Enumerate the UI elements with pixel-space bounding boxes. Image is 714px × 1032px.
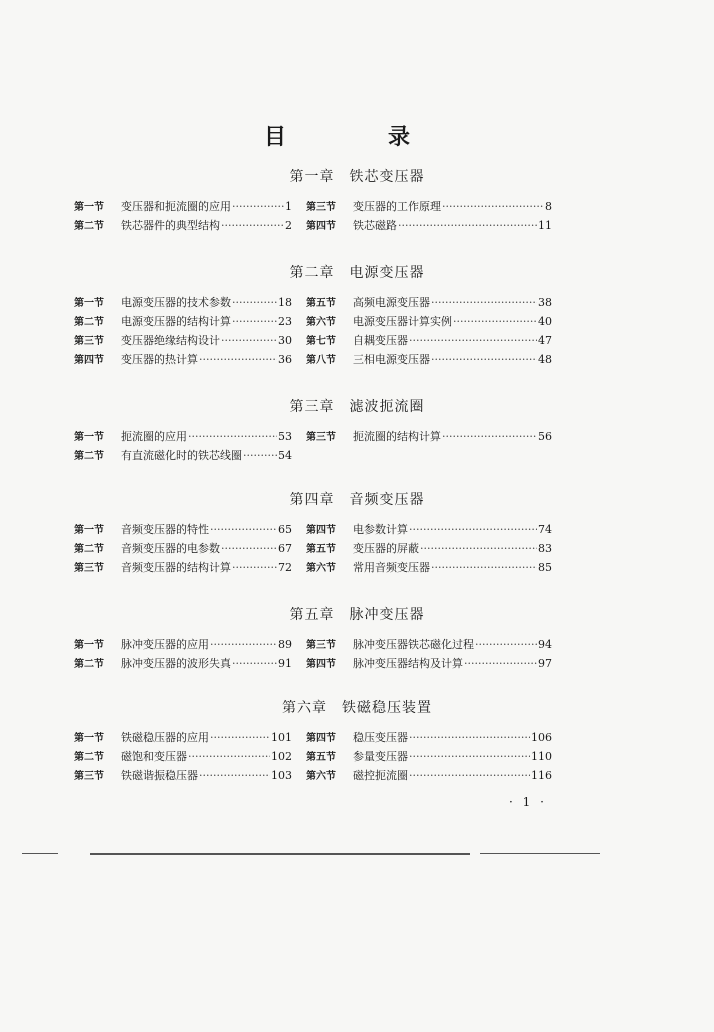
chapter-heading (0, 604, 714, 624)
section-title: 扼流圈的应用 (121, 430, 187, 443)
toc-entry[interactable] (306, 747, 552, 767)
page-ref: 74 (538, 523, 552, 536)
page-ref: 53 (278, 430, 292, 443)
dot-leader (210, 635, 277, 654)
toc-row (74, 293, 552, 312)
dot-leader (221, 539, 277, 558)
page-ref: 97 (538, 657, 552, 670)
toc-entry[interactable] (74, 216, 292, 236)
page-title: 目 录 (263, 125, 450, 150)
bottom-rule-fragment (22, 853, 58, 854)
toc-row (74, 766, 552, 785)
page-ref: 65 (278, 523, 292, 536)
section-title: 电参数计算 (353, 523, 408, 536)
chapter-title: 第六章 铁磁稳压装置 (282, 700, 432, 716)
section-title: 稳压变压器 (353, 731, 408, 744)
section-title: 变压器和扼流圈的应用 (121, 200, 231, 213)
chapter-heading (0, 396, 714, 416)
toc-entry[interactable] (306, 766, 552, 786)
page-ref: 116 (531, 769, 552, 782)
toc-entry[interactable] (306, 331, 552, 351)
section-title: 脉冲变压器结构及计算 (353, 657, 463, 670)
section-label: 第五节 (306, 752, 336, 763)
toc-entry[interactable] (306, 654, 552, 674)
section-label: 第二节 (74, 221, 104, 232)
toc-row (74, 427, 552, 446)
toc-entry[interactable] (306, 520, 552, 540)
dot-leader (409, 747, 530, 766)
section-label: 第四节 (306, 221, 336, 232)
dot-leader (199, 766, 270, 785)
section-title: 三相电源变压器 (353, 353, 430, 366)
section-label: 第四节 (306, 733, 336, 744)
page-ref: 23 (278, 315, 292, 328)
chapter-title: 第四章 音频变压器 (289, 492, 425, 508)
toc-entry[interactable] (74, 766, 292, 786)
page-ref: 2 (285, 219, 292, 232)
toc-entry[interactable] (306, 539, 552, 559)
page-ref: 85 (538, 561, 552, 574)
toc-entry[interactable] (74, 635, 292, 655)
chapter-heading (0, 697, 714, 717)
page-ref: 56 (538, 430, 552, 443)
toc-row (74, 635, 552, 654)
section-label: 第三节 (74, 336, 104, 347)
page-ref: 40 (538, 315, 552, 328)
section-label: 第一节 (74, 202, 104, 213)
section-title: 电源变压器的结构计算 (121, 315, 231, 328)
page-ref: 38 (538, 296, 552, 309)
toc-row (74, 312, 552, 331)
section-title: 音频变压器的结构计算 (121, 561, 231, 574)
section-title: 音频变压器的特性 (121, 523, 209, 536)
page-ref: 36 (278, 353, 292, 366)
section-title: 铁磁稳压器的应用 (121, 731, 209, 744)
dot-leader (464, 654, 537, 673)
dot-leader (409, 728, 530, 747)
toc-row (74, 728, 552, 747)
page-ref: 106 (531, 731, 552, 744)
toc-row (74, 520, 552, 539)
toc-row (74, 216, 552, 235)
toc-entry[interactable] (74, 520, 292, 540)
page-ref: 94 (538, 638, 552, 651)
toc-row (74, 654, 552, 673)
dot-leader (475, 635, 537, 654)
toc-entry[interactable] (306, 197, 552, 217)
toc-entry[interactable] (74, 747, 292, 767)
page-ref: 89 (278, 638, 292, 651)
dot-leader (409, 766, 530, 785)
toc-entry[interactable] (74, 312, 292, 332)
section-title: 参量变压器 (353, 750, 408, 763)
section-label: 第三节 (74, 771, 104, 782)
section-title: 高频电源变压器 (353, 296, 430, 309)
chapter-entries (74, 427, 552, 465)
section-title: 变压器的工作原理 (353, 200, 441, 213)
section-title: 电源变压器计算实例 (353, 315, 452, 328)
bottom-rule-fragment (480, 853, 600, 854)
section-title: 自耦变压器 (353, 334, 408, 347)
section-label: 第三节 (74, 563, 104, 574)
toc-entry[interactable] (306, 312, 552, 332)
section-title: 铁磁谐振稳压器 (121, 769, 198, 782)
section-title: 常用音频变压器 (353, 561, 430, 574)
section-title: 音频变压器的电参数 (121, 542, 220, 555)
toc-entry[interactable] (306, 427, 552, 447)
page-ref: 11 (538, 219, 552, 232)
section-label: 第三节 (306, 640, 336, 651)
toc-row (74, 539, 552, 558)
toc-row (74, 747, 552, 766)
section-title: 铁芯器件的典型结构 (121, 219, 220, 232)
dot-leader (188, 747, 270, 766)
section-label: 第四节 (306, 659, 336, 670)
toc-entry[interactable] (74, 197, 292, 217)
page-number: · 1 · (509, 795, 547, 809)
toc-entry[interactable] (74, 728, 292, 748)
chapter-title: 第五章 脉冲变压器 (289, 607, 425, 623)
section-label: 第八节 (306, 355, 336, 366)
page-ref: 91 (278, 657, 292, 670)
toc-entry[interactable] (306, 728, 552, 748)
section-label: 第六节 (306, 771, 336, 782)
section-label: 第四节 (74, 355, 104, 366)
page-ref: 8 (545, 200, 552, 213)
toc-row (74, 350, 552, 369)
page-ref: 72 (278, 561, 292, 574)
section-label: 第二节 (74, 659, 104, 670)
section-label: 第二节 (74, 317, 104, 328)
section-label: 第二节 (74, 752, 104, 763)
section-label: 第一节 (74, 298, 104, 309)
section-label: 第一节 (74, 733, 104, 744)
toc-entry[interactable] (74, 350, 292, 370)
page-ref: 83 (538, 542, 552, 555)
dot-leader (210, 520, 277, 539)
page-ref: 103 (271, 769, 292, 782)
toc-row (74, 446, 552, 465)
section-label: 第一节 (74, 525, 104, 536)
bottom-rule (90, 853, 470, 855)
dot-leader (232, 558, 277, 577)
page-ref: 54 (278, 449, 292, 462)
dot-leader (221, 216, 284, 235)
toc-entry[interactable] (74, 654, 292, 674)
toc-entry[interactable] (306, 216, 552, 236)
section-label: 第七节 (306, 336, 336, 347)
chapter-entries (74, 520, 552, 577)
toc-entry[interactable] (74, 427, 292, 447)
toc-entry[interactable] (306, 635, 552, 655)
dot-leader (221, 331, 277, 350)
chapter-title: 第一章 铁芯变压器 (289, 169, 425, 185)
chapter-entries (74, 197, 552, 235)
toc-row (74, 197, 552, 216)
dot-leader (199, 350, 277, 369)
section-title: 有直流磁化时的铁芯线圈 (121, 449, 242, 462)
toc-entry[interactable] (74, 293, 292, 313)
toc-row (74, 558, 552, 577)
toc-row (74, 331, 552, 350)
chapter-entries (74, 635, 552, 673)
dot-leader (232, 312, 277, 331)
section-label: 第四节 (306, 525, 336, 536)
page-ref: 18 (278, 296, 292, 309)
toc-entry[interactable] (306, 558, 552, 578)
section-label: 第六节 (306, 563, 336, 574)
section-title: 变压器的屏蔽 (353, 542, 419, 555)
toc-entry[interactable] (74, 446, 292, 466)
section-title: 电源变压器的技术参数 (121, 296, 231, 309)
page-ref: 48 (538, 353, 552, 366)
section-label: 第一节 (74, 640, 104, 651)
chapter-entries (74, 728, 552, 785)
page-ref: 110 (531, 750, 552, 763)
chapter-heading (0, 489, 714, 509)
section-title: 脉冲变压器的应用 (121, 638, 209, 651)
toc-entry[interactable] (306, 293, 552, 313)
toc-entry[interactable] (74, 539, 292, 559)
page-ref: 30 (278, 334, 292, 347)
page-ref: 102 (271, 750, 292, 763)
dot-leader (232, 197, 284, 216)
section-label: 第五节 (306, 544, 336, 555)
dot-leader (210, 728, 270, 747)
dot-leader (188, 427, 277, 446)
section-title: 变压器绝缘结构设计 (121, 334, 220, 347)
toc-entry[interactable] (74, 331, 292, 351)
section-title: 磁控扼流圈 (353, 769, 408, 782)
section-title: 扼流圈的结构计算 (353, 430, 441, 443)
section-label: 第三节 (306, 432, 336, 443)
section-label: 第五节 (306, 298, 336, 309)
dot-leader (420, 539, 537, 558)
section-label: 第一节 (74, 432, 104, 443)
section-title: 脉冲变压器铁芯磁化过程 (353, 638, 474, 651)
chapter-title: 第二章 电源变压器 (289, 265, 425, 281)
chapter-heading (0, 262, 714, 282)
page-ref: 1 (285, 200, 292, 213)
dot-leader (442, 427, 537, 446)
page-ref: 47 (538, 334, 552, 347)
dot-leader (453, 312, 537, 331)
chapter-entries (74, 293, 552, 369)
dot-leader (409, 520, 537, 539)
section-label: 第三节 (306, 202, 336, 213)
dot-leader (243, 446, 277, 465)
dot-leader (409, 331, 537, 350)
dot-leader (232, 654, 277, 673)
section-title: 变压器的热计算 (121, 353, 198, 366)
toc-entry[interactable] (306, 350, 552, 370)
section-title: 磁饱和变压器 (121, 750, 187, 763)
dot-leader (232, 293, 277, 312)
page-ref: 101 (271, 731, 292, 744)
dot-leader (398, 216, 537, 235)
section-title: 脉冲变压器的波形失真 (121, 657, 231, 670)
section-title: 铁芯磁路 (353, 219, 397, 232)
dot-leader (442, 197, 544, 216)
chapter-heading (0, 166, 714, 186)
chapter-title: 第三章 滤波扼流圈 (289, 399, 425, 415)
dot-leader (431, 558, 537, 577)
page-ref: 67 (278, 542, 292, 555)
dot-leader (431, 293, 537, 312)
dot-leader (431, 350, 537, 369)
section-label: 第六节 (306, 317, 336, 328)
section-label: 第二节 (74, 451, 104, 462)
toc-entry[interactable] (74, 558, 292, 578)
section-label: 第二节 (74, 544, 104, 555)
